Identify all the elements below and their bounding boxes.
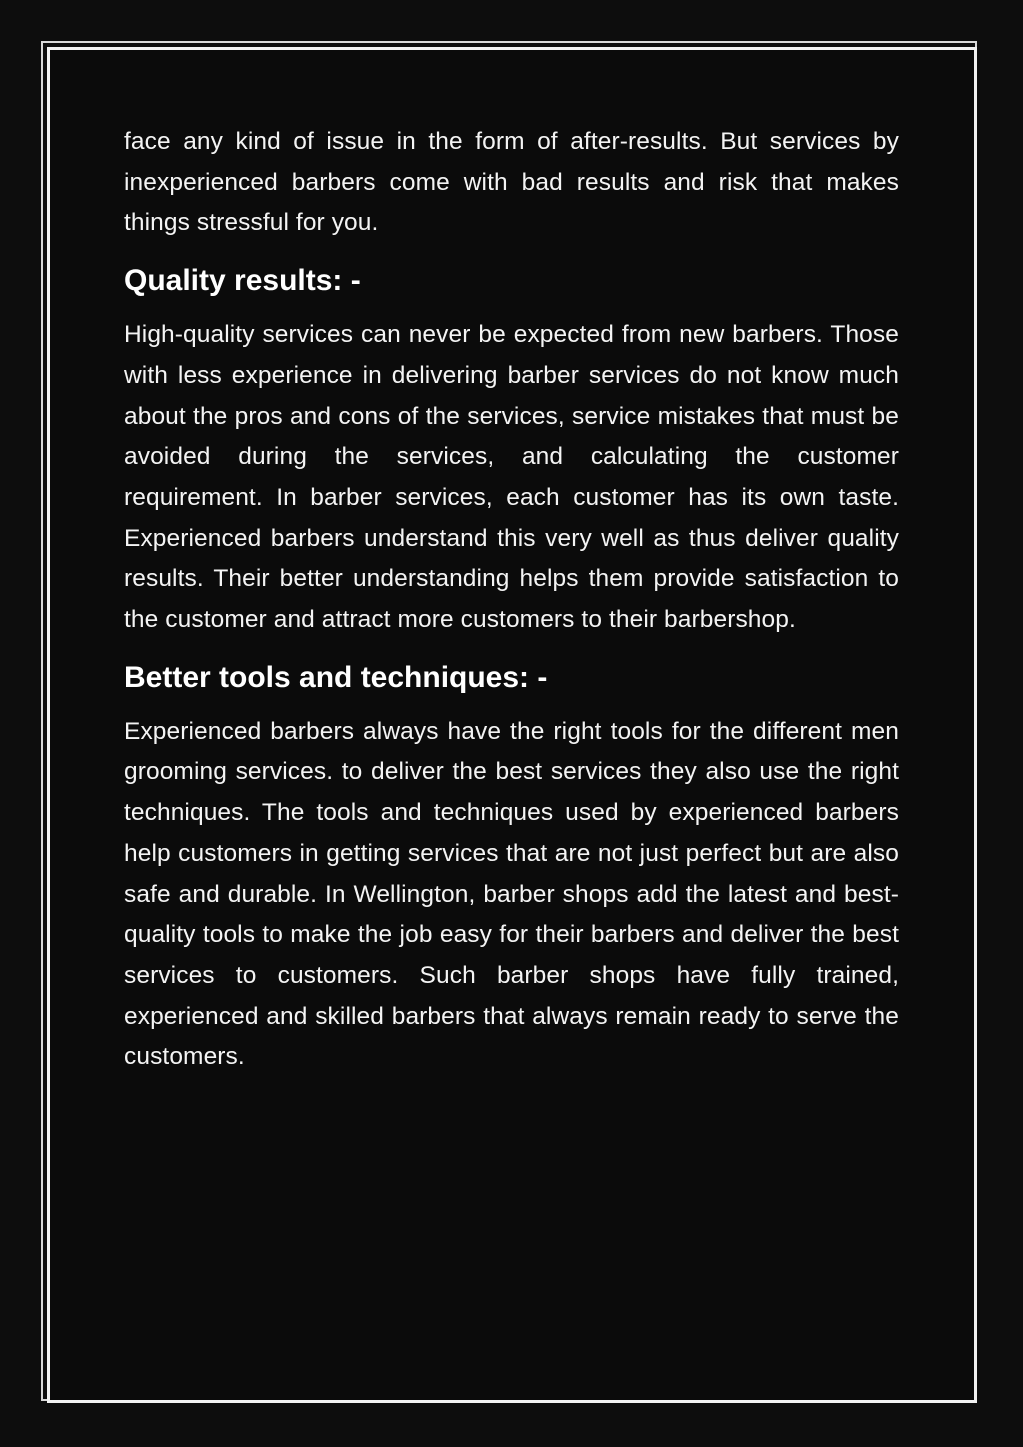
intro-paragraph: face any kind of issue in the form of after-results. But services by inexperienced barbers come with bad results and risk that makes things stressful for you. [124, 128, 899, 237]
section-better-tools [124, 658, 899, 1078]
section-quality-results [124, 261, 899, 641]
section-heading: Better tools and techniques: - [124, 660, 548, 694]
section-heading: Quality results: - [124, 264, 361, 298]
section-paragraph: High-quality services can never be expected from new barbers. Those with less experience in delivering barber services do not know much about the pros and cons of the services, service mistakes that must be avoided during the services, and calculating the customer requirement. In barber services, each customer has its own taste. Experienced barbers understand this very well as thus deliver quality results. Their better understanding helps them provide satisfaction to the customer and attract more customers to their barbershop. [124, 321, 899, 634]
document-body [124, 122, 899, 1078]
section-paragraph: Experienced barbers always have the right tools for the different men grooming services. to deliver the best services they also use the right techniques. The tools and techniques used by experienced barbers help customers in getting services that are not just perfect but are also safe and durable. In Wellington, barber shops add the latest and best-quality tools to make the job easy for their barbers and deliver the best services to customers. Such barber shops have fully trained, experienced and skilled barbers that always remain ready to serve the customers. [124, 717, 899, 1071]
